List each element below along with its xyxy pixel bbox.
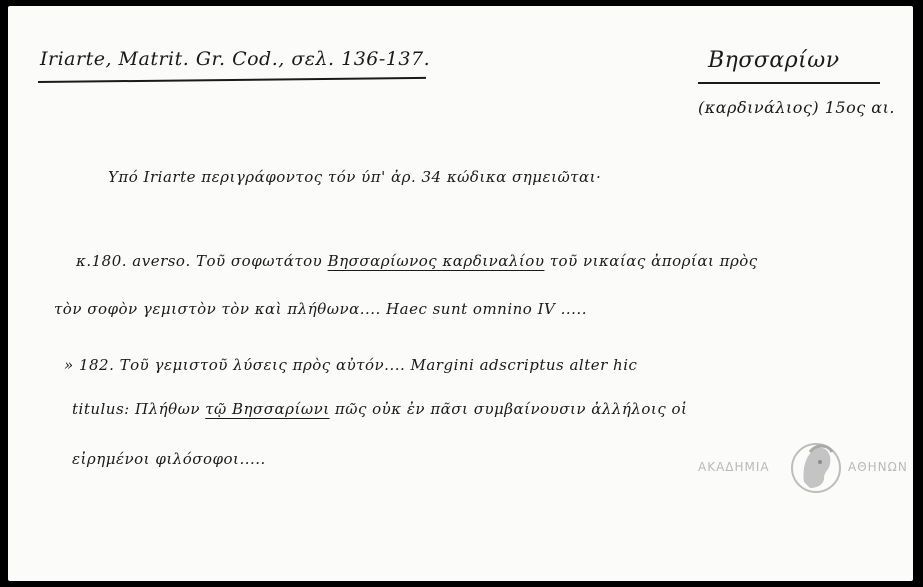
header-name: Βησσαρίων (708, 48, 840, 73)
entry2-line2-end: πῶς οὐκ ἐν πᾶσι συμβαίνουσιν ἀλλήλοις οἱ (334, 400, 688, 418)
header-left-underline (38, 77, 426, 83)
watermark-right-text: ΑΘΗΝΩΝ (848, 460, 908, 474)
entry1-underlined-name: Βησσαρίωνος καρδιναλίου (327, 252, 545, 270)
header-subtitle: (καρδινάλιος) 15ος αι. (698, 98, 895, 117)
entry2-line3: εἰρημένοι φιλόσοφοι..... (72, 450, 266, 468)
header-right-underline (698, 82, 880, 84)
entry1-line1-start: κ.180. aversο. Τοῦ σοφωτάτου (76, 252, 323, 270)
athena-head-seal-icon (790, 438, 842, 498)
entry1-line1-end: τοῦ νικαίας ἀπορίαι πρὸς (549, 252, 758, 270)
header-source-reference: Iriarte, Matrit. Gr. Cod., σελ. 136-137. (40, 48, 431, 70)
entry2-line1: » 182. Τοῦ γεμιστοῦ λύσεις πρὸς αὐτόν.... Margini adscriptus alter hic (64, 356, 638, 374)
intro-line: Υπό Iriarte περιγράφοντος τόν ύπ' ἀρ. 34 κώδικα σημειῶται· (108, 168, 602, 186)
entry2-line2 (72, 400, 687, 418)
entry1-line1 (76, 252, 758, 270)
entry2-underlined-name: τῷ Βησσαρίωνι (205, 400, 330, 418)
entry2-line2-start: titulus: Πλήθων (72, 400, 200, 418)
academy-watermark (690, 438, 920, 498)
entry1-line2: τὸν σοφὸν γεμιστὸν τὸν καὶ πλήθωνα.... Haec sunt omnino IV ..... (54, 300, 587, 318)
watermark-left-text: ΑΚΑΔΗΜΙΑ (698, 460, 770, 474)
